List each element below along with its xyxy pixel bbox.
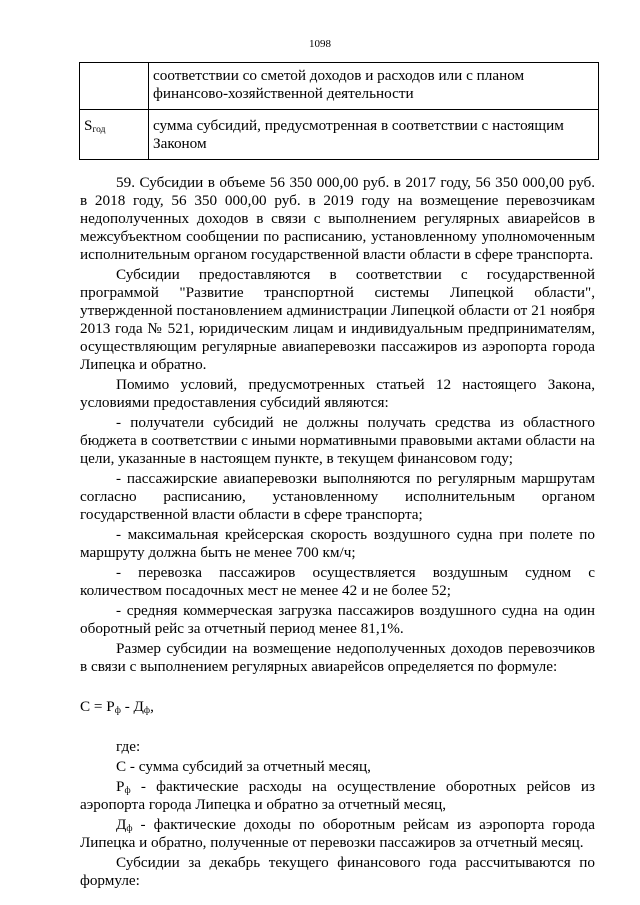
formula-sub: ф [143,706,151,716]
table-symbol-cell [80,63,149,110]
list-item: - получатели субсидий не должны получать средства из областного бюджета в соответствии с иными нормативными правовыми актами области на цели, указанные в настоящем пункте, в текущем финансовом году; [80,414,595,467]
list-item: - перевозка пассажиров осуществляется воздушным судном с количеством посадочных мест не менее 42 и не более 52; [80,564,595,599]
definition-sub: ф [126,824,133,834]
paragraph: 59. Субсидии в объеме 56 350 000,00 руб. в 2017 году, 56 350 000,00 руб. в 2018 году, 56 350 000,00 руб. в 2019 году на возмещение перевозчикам недополученных доходов в связи с выполнением регулярных авиарейсов в межсубъектном сообщении по расписанию, установленному уполномоченным исполнительным органом государственной власти области в сфере транспорта. [80,174,595,263]
definition-symbol: Д [116,816,127,833]
definition-symbol: Р [116,778,125,795]
list-item: - максимальная крейсерская скорость воздушного судна при полете по маршруту должна быть не менее 700 км/ч; [80,526,595,561]
table-row [80,63,599,110]
formula-mid: - Д [120,698,144,715]
symbol-subscript: год [92,125,106,135]
definition-text: - фактические расходы на осуществление оборотных рейсов из аэропорта города Липецка и обратно за отчетный месяц, [80,778,595,813]
symbol-s: S [84,117,93,134]
definition [80,816,595,852]
paragraph: Субсидии за декабрь текущего финансового года рассчитываются по формуле: [80,854,595,889]
document-body [80,174,595,892]
list-item: - средняя коммерческая загрузка пассажиров воздушного судна на один оборотный рейс за отчетный период менее 81,1%. [80,602,595,637]
formula-sub: ф [114,706,121,716]
table-symbol-cell [80,110,149,160]
definition-sub: ф [124,786,131,796]
paragraph: Субсидии предоставляются в соответствии с государственной программой "Развитие транспортной системы Липецкой области", утвержденной постановлением администрации Липецкой области от 21 ноября 2013 года № 521, юридическим лицам и индивидуальным предпринимателям, осуществляющим регулярные авиаперевозки пассажиров из аэропорта города Липецка и обратно. [80,266,595,373]
paragraph: Размер субсидии на возмещение недополученных доходов перевозчиков в связи с выполнением регулярных авиарейсов определяется по формуле: [80,640,595,675]
list-item: - пассажирские авиаперевозки выполняются по регулярным маршрутам согласно расписанию, установленному исполнительным органом государственной власти области в сфере транспорта; [80,470,595,523]
page-number: 1098 [309,38,331,50]
where-label: где: [116,738,141,755]
definition: С - сумма субсидий за отчетный месяц, [116,758,371,775]
definition-text: - фактические доходы по оборотным рейсам из аэропорта города Липецка и обратно, полученные от перевозки пассажиров за отчетный месяц. [80,816,595,851]
definition [80,778,595,814]
definitions-table [79,62,599,160]
paragraph: Помимо условий, предусмотренных статьей 12 настоящего Закона, условиями предоставления субсидий являются: [80,376,595,411]
formula-tail: , [150,698,154,715]
formula-lhs: С = Р [80,698,115,715]
table-row [80,110,599,160]
formula [80,698,595,716]
table-text-cell: соответствии со сметой доходов и расходов или с планом финансово-хозяйственной деятельности [149,63,599,110]
table-text-cell: сумма субсидий, предусмотренная в соответствии с настоящим Законом [149,110,599,160]
